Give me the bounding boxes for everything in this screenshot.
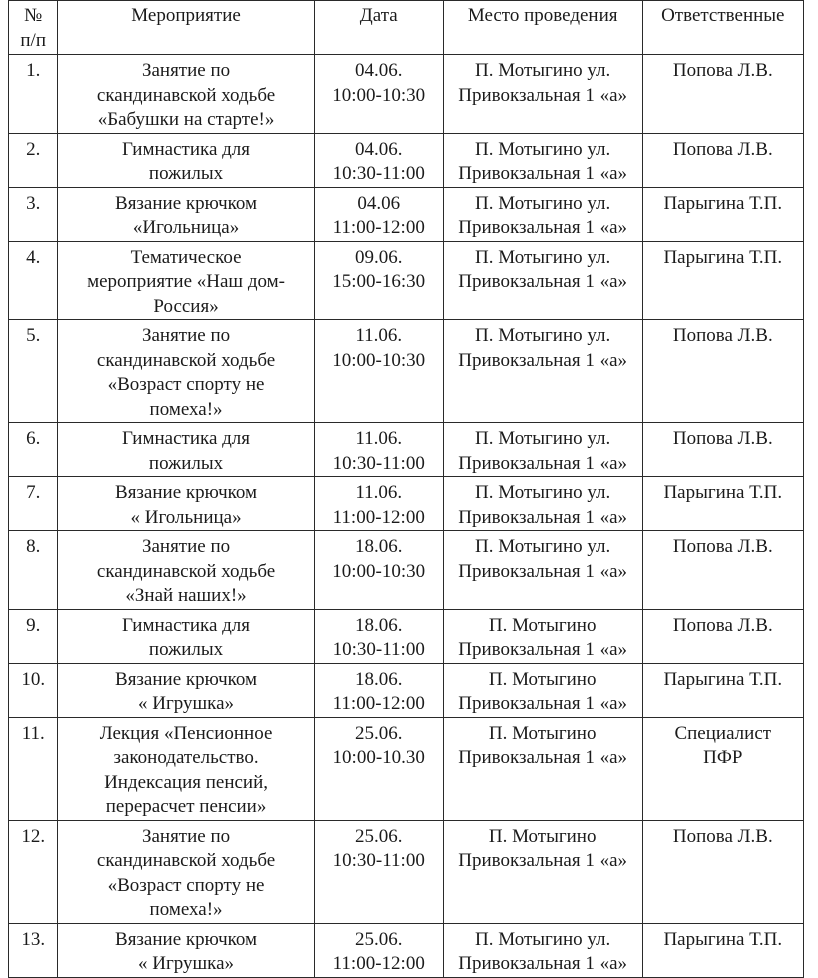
- place-line-1: П. Мотыгино ул.: [475, 482, 611, 503]
- event-time: 15:00-16:30: [332, 271, 426, 292]
- row-number: 7.: [9, 477, 58, 531]
- responsible-person: Попова Л.В.: [642, 609, 803, 663]
- event-date: 04.06: [357, 192, 401, 214]
- event-place-cell: [443, 717, 642, 820]
- event-time: 10:00-10.30: [332, 747, 425, 768]
- event-time: 10:30-11:00: [332, 163, 425, 184]
- row-number: 12.: [9, 820, 58, 923]
- place-line-1: П. Мотыгино ул.: [475, 192, 611, 214]
- row-number: 8.: [9, 531, 58, 610]
- event-place-cell: [443, 820, 642, 923]
- event-place-cell: [443, 55, 642, 134]
- event-name: Гимнастика для пожилых: [58, 609, 314, 663]
- place-line-2: Привокзальная 1 «а»: [458, 747, 628, 768]
- event-place-cell: [443, 241, 642, 320]
- event-name: Вязание крючком « Игольница»: [58, 477, 314, 531]
- event-date: 18.06.: [354, 668, 403, 690]
- place-line-1: П. Мотыгино ул.: [475, 536, 611, 557]
- event-date-cell: [314, 923, 443, 977]
- event-time: 10:00-10:30: [332, 84, 426, 106]
- row-number: 5.: [9, 320, 58, 423]
- event-name: Тематическое мероприятие «Наш дом- Россия»: [58, 241, 314, 320]
- event-date: 11.06.: [355, 325, 403, 346]
- responsible-person: Попова Л.В.: [642, 320, 803, 423]
- event-name: Гимнастика для пожилых: [58, 133, 314, 187]
- row-number: 3.: [9, 187, 58, 241]
- place-line-2: Привокзальная 1 «а»: [458, 953, 628, 974]
- place-line-1: П. Мотыгино ул.: [475, 325, 611, 346]
- place-line-2: Привокзальная 1 «а»: [458, 639, 628, 660]
- event-time: 10:00-10:30: [332, 349, 426, 371]
- table-row: [9, 187, 804, 241]
- header-event: Мероприятие: [58, 1, 314, 55]
- event-date-cell: [314, 423, 443, 477]
- event-date: 11.06.: [355, 482, 403, 503]
- event-time: 11:00-12:00: [332, 693, 425, 714]
- row-number: 4.: [9, 241, 58, 320]
- event-name: Вязание крючком « Игрушка»: [58, 923, 314, 977]
- event-name: Занятие по скандинавской ходьбе «Возраст спорту не помеха!»: [58, 320, 314, 423]
- event-name: Занятие по скандинавской ходьбе «Знай наших!»: [58, 531, 314, 610]
- event-date: 25.06.: [354, 928, 403, 950]
- table-row: [9, 133, 804, 187]
- event-time: 10:30-11:00: [332, 452, 425, 474]
- header-place: Место проведения: [443, 1, 642, 55]
- event-date: 25.06.: [354, 722, 403, 744]
- table-row: [9, 531, 804, 610]
- place-line-2: Привокзальная 1 «а»: [458, 349, 628, 371]
- table-header-row: [9, 1, 804, 55]
- event-date-cell: [314, 663, 443, 717]
- event-time: 10:00-10:30: [332, 560, 426, 582]
- event-time: 11:00-12:00: [332, 217, 425, 238]
- event-name: Вязание крючком « Игрушка»: [58, 663, 314, 717]
- responsible-person: Попова Л.В.: [642, 55, 803, 134]
- event-name: Лекция «Пенсионное законодательство. Индексация пенсий, перерасчет пенсии»: [58, 717, 314, 820]
- row-number: 1.: [9, 55, 58, 134]
- event-name: Гимнастика для пожилых: [58, 423, 314, 477]
- event-date: 18.06.: [354, 614, 403, 636]
- event-date-cell: [314, 820, 443, 923]
- place-line-1: П. Мотыгино ул.: [475, 60, 611, 81]
- row-number: 13.: [9, 923, 58, 977]
- event-date: 04.06.: [354, 138, 403, 160]
- place-line-1: П. Мотыгино ул.: [475, 138, 611, 160]
- table-row: [9, 820, 804, 923]
- event-date-cell: [314, 531, 443, 610]
- event-time: 11:00-12:00: [332, 506, 425, 528]
- place-line-2: Привокзальная 1 «а»: [458, 506, 628, 528]
- place-line-1: П. Мотыгино ул.: [475, 428, 611, 449]
- place-line-2: Привокзальная 1 «а»: [458, 271, 628, 292]
- responsible-person: Попова Л.В.: [642, 531, 803, 610]
- row-number: 10.: [9, 663, 58, 717]
- event-date-cell: [314, 133, 443, 187]
- event-name: Вязание крючком «Игольница»: [58, 187, 314, 241]
- responsible-person: Парыгина Т.П.: [642, 241, 803, 320]
- schedule-table: [8, 0, 804, 978]
- header-number: № п/п: [9, 1, 58, 55]
- event-date: 18.06.: [354, 536, 403, 557]
- responsible-person: Специалист ПФР: [642, 717, 803, 820]
- table-row: [9, 55, 804, 134]
- table-row: [9, 717, 804, 820]
- place-line-2: Привокзальная 1 «а»: [458, 850, 628, 871]
- responsible-person: Парыгина Т.П.: [642, 663, 803, 717]
- event-place-cell: [443, 663, 642, 717]
- row-number: 9.: [9, 609, 58, 663]
- event-name: Занятие по скандинавской ходьбе «Бабушки на старте!»: [58, 55, 314, 134]
- table-row: [9, 609, 804, 663]
- event-place-cell: [443, 423, 642, 477]
- table-row: [9, 477, 804, 531]
- event-place-cell: [443, 477, 642, 531]
- row-number: 2.: [9, 133, 58, 187]
- event-date-cell: [314, 241, 443, 320]
- responsible-person: Попова Л.В.: [642, 423, 803, 477]
- event-place-cell: [443, 187, 642, 241]
- row-number: 6.: [9, 423, 58, 477]
- event-place-cell: [443, 320, 642, 423]
- event-date-cell: [314, 320, 443, 423]
- event-time: 10:30-11:00: [332, 850, 425, 871]
- table-row: [9, 923, 804, 977]
- event-place-cell: [443, 531, 642, 610]
- place-line-2: Привокзальная 1 «а»: [458, 452, 628, 474]
- responsible-person: Попова Л.В.: [642, 820, 803, 923]
- row-number: 11.: [9, 717, 58, 820]
- event-date-cell: [314, 55, 443, 134]
- table-row: [9, 663, 804, 717]
- place-line-2: Привокзальная 1 «а»: [458, 84, 628, 106]
- event-date: 09.06.: [354, 246, 403, 268]
- event-place-cell: [443, 609, 642, 663]
- place-line-1: П. Мотыгино: [488, 668, 597, 690]
- event-date-cell: [314, 609, 443, 663]
- event-time: 10:30-11:00: [332, 639, 425, 660]
- place-line-2: Привокзальная 1 «а»: [458, 693, 628, 714]
- event-date-cell: [314, 477, 443, 531]
- table-row: [9, 423, 804, 477]
- event-time: 11:00-12:00: [332, 953, 425, 974]
- event-date: 11.06.: [355, 428, 403, 449]
- responsible-person: Парыгина Т.П.: [642, 477, 803, 531]
- table-row: [9, 320, 804, 423]
- event-date-cell: [314, 187, 443, 241]
- event-place-cell: [443, 923, 642, 977]
- place-line-2: Привокзальная 1 «а»: [458, 163, 628, 184]
- place-line-1: П. Мотыгино: [488, 614, 597, 636]
- event-date: 25.06.: [354, 825, 403, 847]
- place-line-1: П. Мотыгино ул.: [475, 246, 611, 268]
- place-line-1: П. Мотыгино ул.: [475, 928, 611, 950]
- responsible-person: Попова Л.В.: [642, 133, 803, 187]
- event-date-cell: [314, 717, 443, 820]
- event-place-cell: [443, 133, 642, 187]
- responsible-person: Парыгина Т.П.: [642, 187, 803, 241]
- event-name: Занятие по скандинавской ходьбе «Возраст спорту не помеха!»: [58, 820, 314, 923]
- event-date: 04.06.: [354, 60, 403, 81]
- table-row: [9, 241, 804, 320]
- responsible-person: Парыгина Т.П.: [642, 923, 803, 977]
- place-line-1: П. Мотыгино: [488, 825, 597, 847]
- place-line-2: Привокзальная 1 «а»: [458, 560, 628, 582]
- header-responsible: Ответственные: [642, 1, 803, 55]
- place-line-2: Привокзальная 1 «а»: [458, 217, 628, 238]
- place-line-1: П. Мотыгино: [488, 722, 597, 744]
- header-date: Дата: [314, 1, 443, 55]
